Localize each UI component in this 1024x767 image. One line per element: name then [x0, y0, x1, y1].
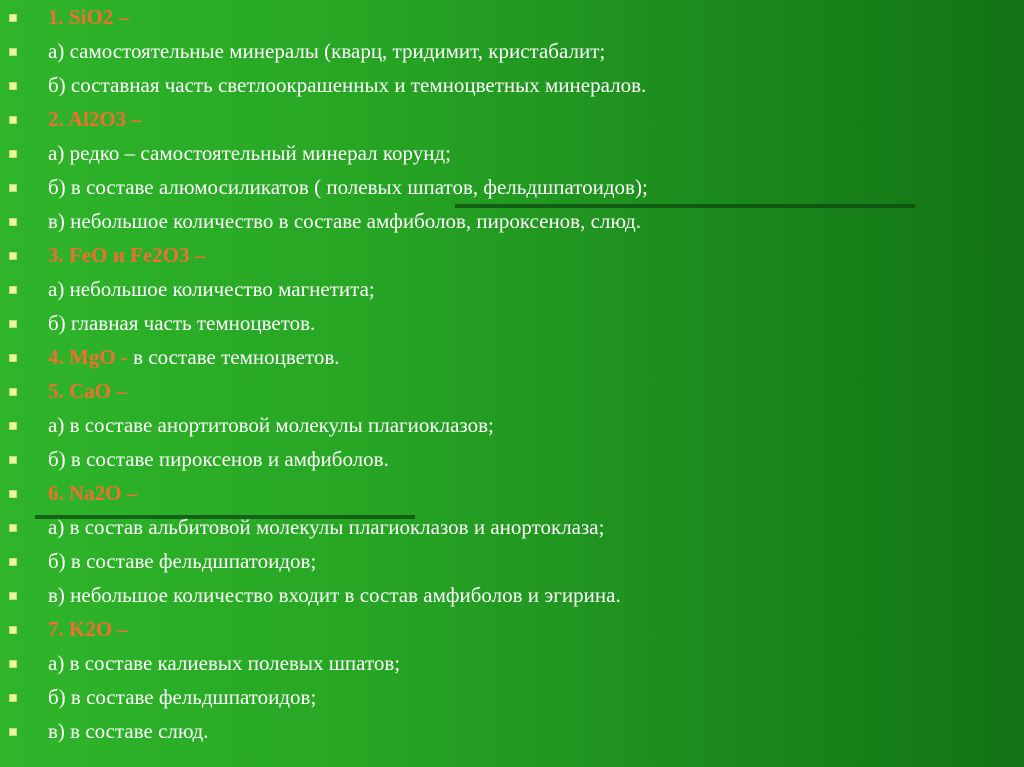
list-item	[48, 308, 315, 338]
list-item	[48, 36, 605, 66]
square-bullet-icon	[9, 490, 17, 498]
item-text: а) в составе анортитовой молекулы плагиоклазов;	[48, 413, 494, 437]
list-item	[48, 70, 646, 100]
square-bullet-icon	[9, 524, 17, 532]
square-bullet-icon	[9, 184, 17, 192]
square-bullet-icon	[9, 388, 17, 396]
heading-text: 3. FeO и Fe2O3 –	[48, 243, 206, 267]
item-text: б) в составе алюмосиликатов ( полевых шпатов, фельдшпатоидов);	[48, 175, 648, 199]
square-bullet-icon	[9, 626, 17, 634]
item-text: б) в составе пироксенов и амфиболов.	[48, 447, 389, 471]
list-item	[48, 512, 604, 542]
square-bullet-icon	[9, 14, 17, 22]
list-item	[48, 274, 375, 304]
heading-text: 1. SiO2 –	[48, 5, 130, 29]
square-bullet-icon	[9, 82, 17, 90]
square-bullet-icon	[9, 558, 17, 566]
square-bullet-icon	[9, 694, 17, 702]
heading-text: 2. Al2O3 –	[48, 107, 142, 131]
square-bullet-icon	[9, 354, 17, 362]
square-bullet-icon	[9, 660, 17, 668]
item-text: б) в составе фельдшпатоидов;	[48, 549, 317, 573]
square-bullet-icon	[9, 422, 17, 430]
section-heading-item	[48, 614, 128, 644]
item-text: а) самостоятельные минералы (кварц, тридимит, кристабалит;	[48, 39, 606, 63]
section-heading-item	[48, 240, 205, 270]
list-item	[48, 682, 316, 712]
list-item	[48, 138, 451, 168]
section-heading-item	[48, 104, 142, 134]
square-bullet-icon	[9, 218, 17, 226]
square-bullet-icon	[9, 252, 17, 260]
list-item	[48, 716, 208, 746]
square-bullet-icon	[9, 48, 17, 56]
item-text: в) в составе слюд.	[48, 719, 209, 743]
item-text: б) главная часть темноцветов.	[48, 311, 316, 335]
heading-text: 7. K2O –	[48, 617, 128, 641]
section-heading-item	[48, 2, 129, 32]
section-heading-item	[48, 478, 137, 508]
square-bullet-icon	[9, 150, 17, 158]
heading-text: 4. MgO -	[48, 345, 128, 369]
list-item	[48, 444, 389, 474]
list-item	[48, 172, 648, 202]
square-bullet-icon	[9, 456, 17, 464]
item-text: в составе темноцветов.	[127, 345, 340, 369]
list-item	[48, 410, 494, 440]
item-text: а) в состав альбитовой молекулы плагиоклазов и анортоклаза;	[48, 515, 605, 539]
heading-text: 6. Na2O –	[48, 481, 138, 505]
square-bullet-icon	[9, 286, 17, 294]
item-text: а) в составе калиевых полевых шпатов;	[48, 651, 401, 675]
list-item	[48, 546, 316, 576]
square-bullet-icon	[9, 592, 17, 600]
item-text: б) составная часть светлоокрашенных и темноцветных минералов.	[48, 73, 647, 97]
item-text: в) небольшое количество в составе амфиболов, пироксенов, слюд.	[48, 209, 641, 233]
item-text: а) небольшое количество магнетита;	[48, 277, 375, 301]
square-bullet-icon	[9, 728, 17, 736]
list-item	[48, 648, 400, 678]
square-bullet-icon	[9, 320, 17, 328]
section-heading-item	[48, 376, 127, 406]
square-bullet-icon	[9, 116, 17, 124]
item-text: б) в составе фельдшпатоидов;	[48, 685, 317, 709]
list-item	[48, 206, 641, 236]
section-heading-item	[48, 342, 340, 372]
heading-text: 5. CaO –	[48, 379, 127, 403]
item-text: а) редко – самостоятельный минерал корунд;	[48, 141, 451, 165]
item-text: в) небольшое количество входит в состав амфиболов и эгирина.	[48, 583, 621, 607]
list-item	[48, 580, 621, 610]
